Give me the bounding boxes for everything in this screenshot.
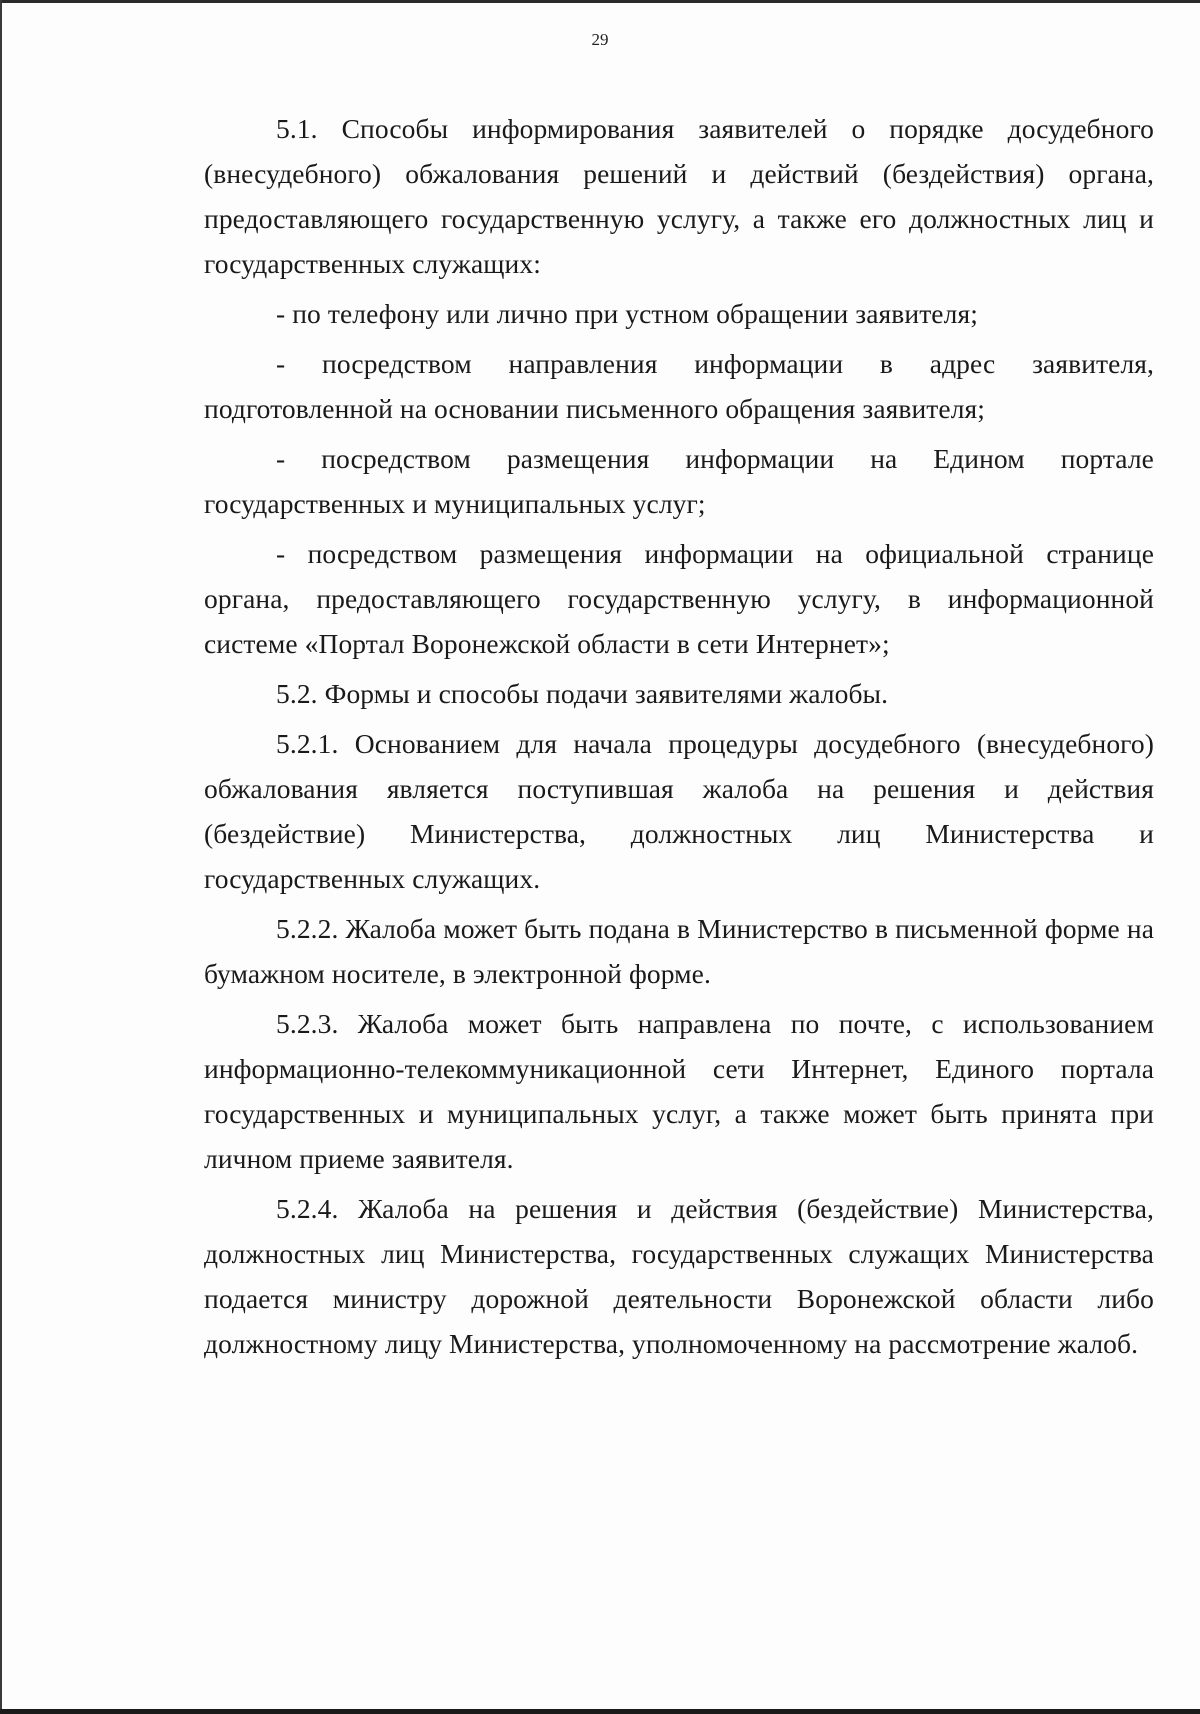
paragraph: - посредством размещения информации на Едином портале государственных и муниципальных услуг; (204, 443, 1154, 519)
page-number: 29 (591, 30, 609, 49)
paragraph: 5.2.4. Жалоба на решения и действия (бездействие) Министерства, должностных лиц Министерства, государственных служащих Министерства подается министру дорожной деятельности Воронежской области либо должностному лицу Министерства, уполномоченному на рассмотрение жалоб. (204, 1193, 1154, 1359)
paragraph: 5.2. Формы и способы подачи заявителями жалобы. (276, 678, 889, 709)
paragraph: - посредством размещения информации на официальной странице органа, предоставляющего государственную услугу, в информационной системе «Портал Воронежской области в сети Интернет»; (204, 538, 1154, 659)
scan-edge-bottom (0, 1709, 1200, 1714)
document-body (204, 106, 1154, 1371)
paragraph: 5.1. Способы информирования заявителей о порядке досудебного (внесудебного) обжалования решений и действий (бездействия) органа, предоставляющего государственную услугу, а также его должностных лиц и государственных служащих: (204, 113, 1154, 279)
paragraph: 5.2.2. Жалоба может быть подана в Министерство в письменной форме на бумажном носителе, в электронной форме. (204, 913, 1154, 989)
paragraph: 5.2.3. Жалоба может быть направлена по почте, с использованием информационно-телекоммуникационной сети Интернет, Единого портала государственных и муниципальных услуг, а также может быть принята при личном приеме заявителя. (204, 1008, 1154, 1174)
scan-edge-top (0, 0, 1200, 3)
paragraph: - посредством направления информации в адрес заявителя, подготовленной на основании письменного обращения заявителя; (204, 348, 1154, 424)
paragraph: 5.2.1. Основанием для начала процедуры досудебного (внесудебного) обжалования является поступившая жалоба на решения и действия (бездействие) Министерства, должностных лиц Министерства и государственных служащих. (204, 728, 1154, 894)
scan-edge-left (0, 0, 2, 1714)
paragraph: - по телефону или лично при устном обращении заявителя; (276, 298, 978, 329)
